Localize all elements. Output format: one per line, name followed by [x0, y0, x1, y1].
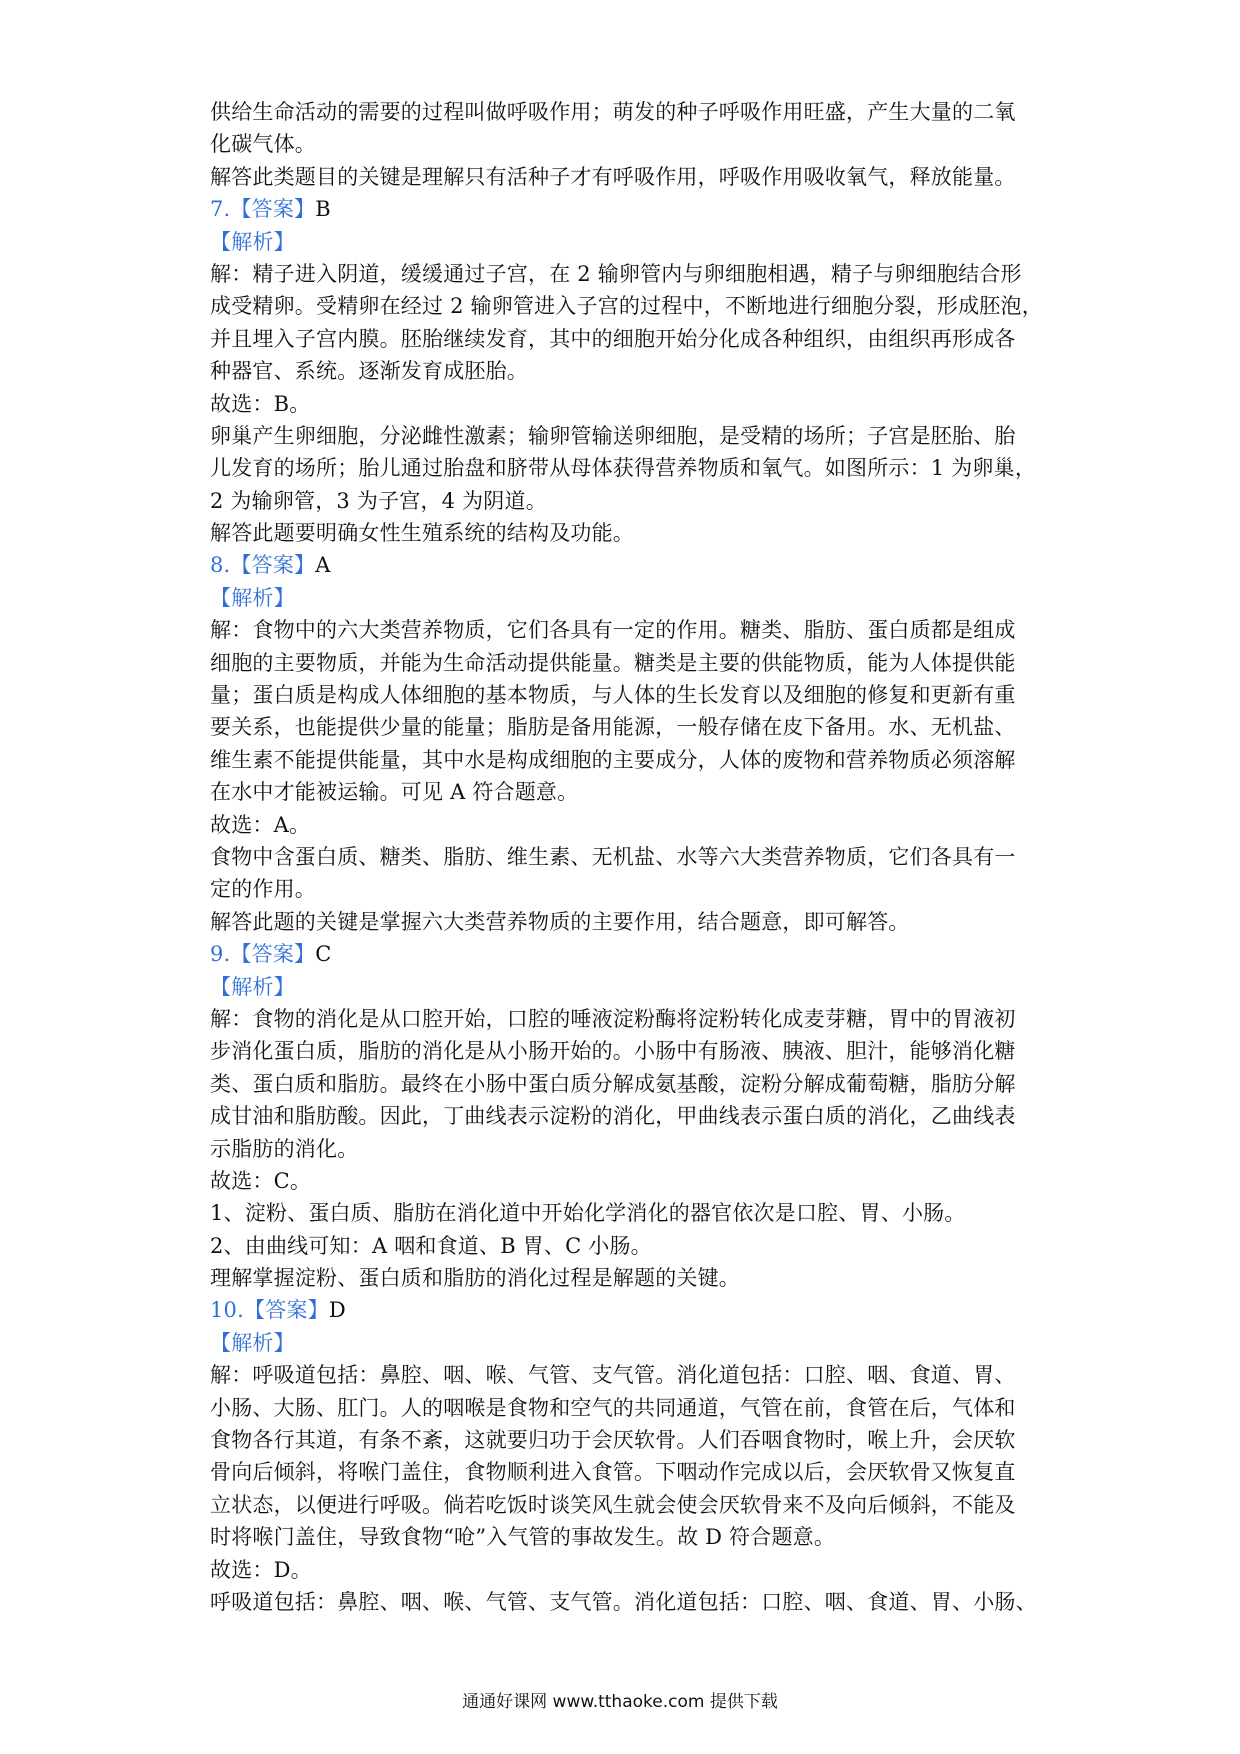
text-line: 故选：B。 [210, 391, 311, 416]
text-line: 类、蛋白质和脂肪。最终在小肠中蛋白质分解成氨基酸，淀粉分解成葡萄糖，脂肪分解 [210, 1071, 1016, 1096]
answer-line [210, 549, 1040, 581]
text-line: 故选：C。 [210, 1168, 312, 1193]
text-line: 2 为输卵管，3 为子宫，4 为阴道。 [210, 488, 547, 513]
analysis-heading: 【解析】 [210, 1330, 295, 1355]
page-footer: 通通好课网 www.tthaoke.com 提供下载 [462, 1692, 778, 1712]
text-line: 在水中才能被运输。可见 A 符合题意。 [210, 780, 579, 805]
text-line: 时将喉门盖住，导致食物“呛”入气管的事故发生。故 D 符合题意。 [210, 1525, 836, 1550]
question-number: 8. [210, 553, 231, 578]
text-line: 成甘油和脂肪酸。因此，丁曲线表示淀粉的消化，甲曲线表示蛋白质的消化，乙曲线表 [210, 1104, 1016, 1129]
answer-tag: 【答案】 [230, 553, 316, 578]
text-line: 化碳气体。 [210, 132, 316, 157]
text-line: 供给生命活动的需要的过程叫做呼吸作用；萌发的种子呼吸作用旺盛，产生大量的二氧 [210, 100, 1016, 124]
question-number: 9. [210, 942, 231, 967]
text-line: 示脂肪的消化。 [210, 1136, 359, 1161]
answer-line [210, 1294, 1040, 1326]
text-line: 种器官、系统。逐渐发育成胚胎。 [210, 359, 528, 384]
text-line: 解答此类题目的关键是理解只有活种子才有呼吸作用，呼吸作用吸收氧气，释放能量。 [210, 164, 1016, 189]
answer-value: D [328, 1298, 346, 1323]
text-line: 食物各行其道，有条不紊，这就要归功于会厌软骨。人们吞咽食物时，喉上升，会厌软 [210, 1428, 1016, 1453]
text-line: 故选：A。 [210, 812, 311, 837]
answer-value: B [315, 197, 331, 222]
text-line: 维生素不能提供能量，其中水是构成细胞的主要成分，人体的废物和营养物质必须溶解 [210, 747, 1016, 772]
text-line: 解：精子进入阴道，缓缓通过子宫，在 2 输卵管内与卵细胞相遇，精子与卵细胞结合形 [210, 261, 1022, 286]
question-number: 10. [210, 1298, 244, 1323]
text-line: 量；蛋白质是构成人体细胞的基本物质，与人体的生长发育以及细胞的修复和更新有重 [210, 683, 1016, 708]
answer-tag: 【答案】 [230, 197, 316, 222]
text-line: 立状态，以便进行呼吸。倘若吃饭时谈笑风生就会使会厌软骨来不及向后倾斜，不能及 [210, 1492, 1016, 1517]
answer-line [210, 938, 1040, 970]
text-line: 解：呼吸道包括：鼻腔、咽、喉、气管、支气管。消化道包括：口腔、咽、食道、胃、 [210, 1363, 1016, 1388]
text-line: 并且埋入子宫内膜。胚胎继续发育，其中的细胞开始分化成各种组织，由组织再形成各 [210, 326, 1016, 351]
text-line: 儿发育的场所；胎儿通过胎盘和脐带从母体获得营养物质和氧气。如图所示：1 为卵巢， [210, 456, 1037, 481]
text-line: 卵巢产生卵细胞，分泌雌性激素；输卵管输送卵细胞，是受精的场所；子宫是胚胎、胎 [210, 423, 1016, 448]
answer-value: C [315, 942, 332, 967]
text-line: 食物中含蛋白质、糖类、脂肪、维生素、无机盐、水等六大类营养物质，它们各具有一 [210, 844, 1016, 869]
document-body [210, 96, 1043, 1618]
text-line: 理解掌握淀粉、蛋白质和脂肪的消化过程是解题的关键。 [210, 1266, 740, 1291]
text-line: 故选：D。 [210, 1557, 312, 1582]
text-line: 解：食物的消化是从口腔开始，口腔的唾液淀粉酶将淀粉转化成麦芽糖，胃中的胃液初 [210, 1006, 1016, 1031]
text-line: 呼吸道包括：鼻腔、咽、喉、气管、支气管。消化道包括：口腔、咽、食道、胃、小肠、 [210, 1589, 1037, 1614]
text-line: 定的作用。 [210, 877, 316, 902]
text-line: 解：食物中的六大类营养物质，它们各具有一定的作用。糖类、脂肪、蛋白质都是组成 [210, 618, 1016, 643]
analysis-heading: 【解析】 [210, 229, 295, 254]
text-line: 1、淀粉、蛋白质、脂肪在消化道中开始化学消化的器官依次是口腔、胃、小肠。 [210, 1201, 966, 1226]
text-line: 解答此题要明确女性生殖系统的结构及功能。 [210, 521, 634, 546]
text-line: 解答此题的关键是掌握六大类营养物质的主要作用，结合题意，即可解答。 [210, 909, 910, 934]
text-line: 要关系，也能提供少量的能量；脂肪是备用能源，一般存储在皮下备用。水、无机盐、 [210, 715, 1016, 740]
text-line: 小肠、大肠、肛门。人的咽喉是食物和空气的共同通道，气管在前，食管在后，气体和 [210, 1395, 1016, 1420]
answer-tag: 【答案】 [230, 942, 316, 967]
answer-line [210, 193, 1040, 225]
question-number: 7. [210, 197, 231, 222]
text-line: 成受精卵。受精卵在经过 2 输卵管进入子宫的过程中，不断地进行细胞分裂，形成胚泡， [210, 294, 1043, 319]
answer-tag: 【答案】 [244, 1298, 329, 1323]
text-line: 细胞的主要物质，并能为生命活动提供能量。糖类是主要的供能物质，能为人体提供能 [210, 650, 1016, 675]
analysis-heading: 【解析】 [210, 585, 295, 610]
text-line: 骨向后倾斜，将喉门盖住，食物顺利进入食管。下咽动作完成以后，会厌软骨又恢复直 [210, 1460, 1016, 1485]
text-line: 步消化蛋白质，脂肪的消化是从小肠开始的。小肠中有肠液、胰液、胆汁，能够消化糖 [210, 1039, 1016, 1064]
text-line: 2、由曲线可知：A 咽和食道、B 胃、C 小肠。 [210, 1233, 652, 1258]
answer-value: A [315, 553, 331, 578]
analysis-heading: 【解析】 [210, 974, 295, 999]
